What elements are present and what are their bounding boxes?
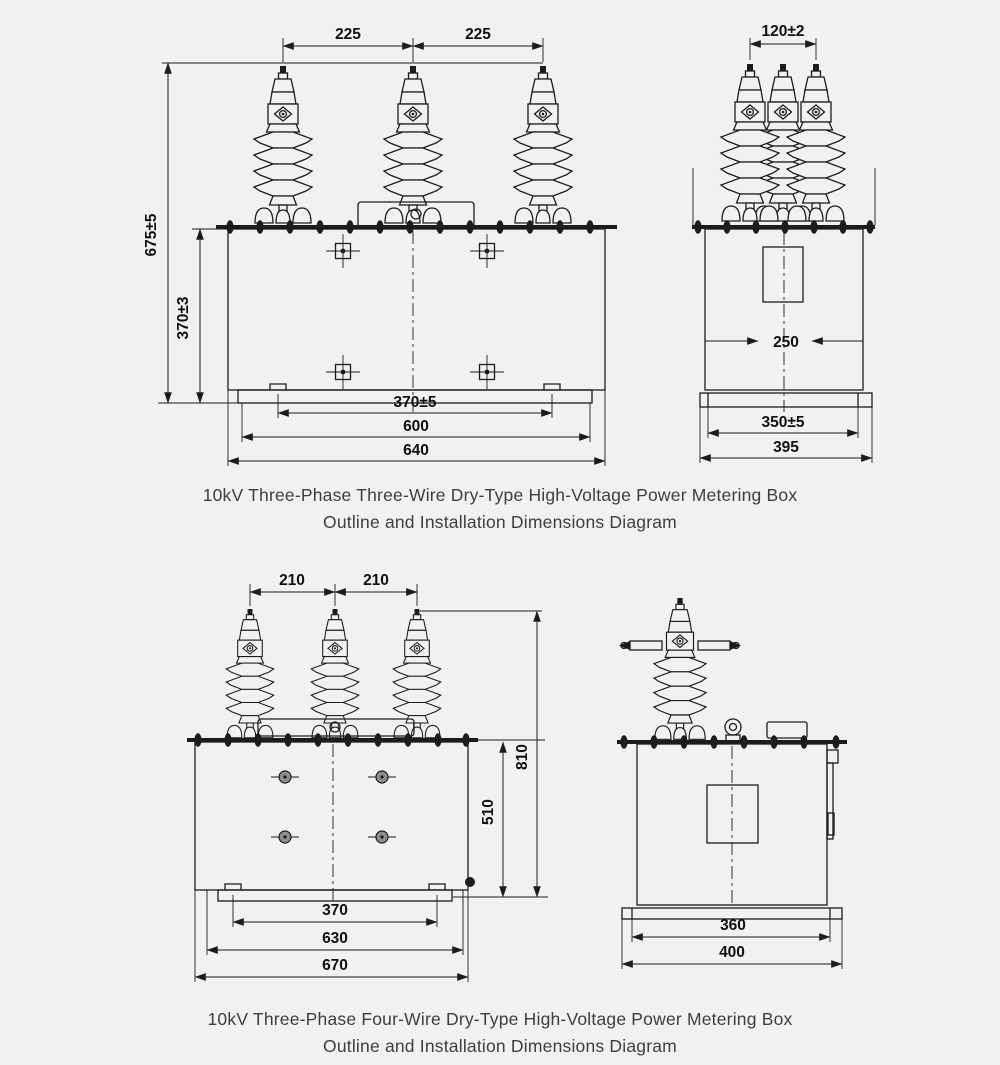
dim-bushing-spacing: 120±2 — [761, 23, 805, 40]
four-wire-side-view — [617, 598, 847, 969]
dim-side-widths — [622, 917, 842, 969]
dim-overall-depth: 400 — [719, 944, 745, 961]
dim-bushing-spacing-left: 225 — [335, 26, 361, 43]
caption-four-wire — [0, 1006, 1000, 1060]
caption-four-wire-line1: 10kV Three-Phase Four-Wire Dry-Type High-Voltage Power Metering Box — [207, 1009, 793, 1029]
dim-mounting-span: 360 — [720, 917, 746, 934]
nameplate — [763, 247, 803, 302]
dim-body-depth: 250 — [773, 334, 799, 351]
eye-bolt — [725, 719, 741, 741]
tank-body — [195, 742, 468, 890]
dim-mounting-span: 370 — [322, 902, 348, 919]
dim-top-spacing — [283, 26, 543, 62]
caption-four-wire-line2: Outline and Installation Dimensions Diagram — [323, 1036, 677, 1056]
dim-overall-depth: 395 — [773, 439, 799, 456]
three-wire-front-view — [143, 26, 617, 466]
dim-bottom-widths — [195, 890, 468, 982]
dim-total-height: 675±5 — [143, 213, 160, 257]
dim-mounting-span: 350±5 — [761, 414, 805, 431]
dim-total-height: 810 — [514, 744, 531, 770]
dim-body-depth — [705, 334, 863, 351]
dim-overall-width: 670 — [322, 957, 348, 974]
dim-bushing-spacing — [750, 23, 816, 60]
dim-base-span: 630 — [322, 930, 348, 947]
four-wire-front-view — [187, 572, 548, 982]
side-base — [700, 393, 872, 407]
three-wire-bushings — [254, 66, 572, 223]
dim-box-height: 370±3 — [175, 296, 192, 340]
dim-top-spacing — [250, 572, 417, 606]
three-wire-side-view — [692, 23, 875, 463]
dim-side-widths — [700, 407, 872, 463]
ground-bolt — [465, 877, 475, 887]
dim-bottom-widths — [228, 390, 605, 466]
dim-base-span: 600 — [403, 418, 429, 435]
tank-body — [228, 229, 605, 390]
dim-mounting-span: 370±5 — [393, 394, 437, 411]
dim-bushing-spacing-left: 210 — [279, 572, 305, 589]
side-bracket — [827, 750, 838, 839]
base-channel — [218, 884, 452, 901]
caption-three-wire-line1: 10kV Three-Phase Three-Wire Dry-Type High-Voltage Power Metering Box — [202, 485, 798, 505]
caption-three-wire-line2: Outline and Installation Dimensions Diagram — [323, 512, 677, 532]
dim-right-heights — [453, 611, 548, 897]
dim-overall-width: 640 — [403, 442, 429, 459]
dim-heights — [143, 63, 543, 403]
side-bushings — [693, 64, 875, 225]
dim-bushing-spacing-right: 210 — [363, 572, 389, 589]
dim-bushing-spacing-right: 225 — [465, 26, 491, 43]
side-top-rail — [692, 220, 875, 234]
nameplate — [707, 785, 758, 843]
caption-three-wire — [0, 482, 1000, 536]
dim-box-height: 510 — [480, 799, 497, 825]
